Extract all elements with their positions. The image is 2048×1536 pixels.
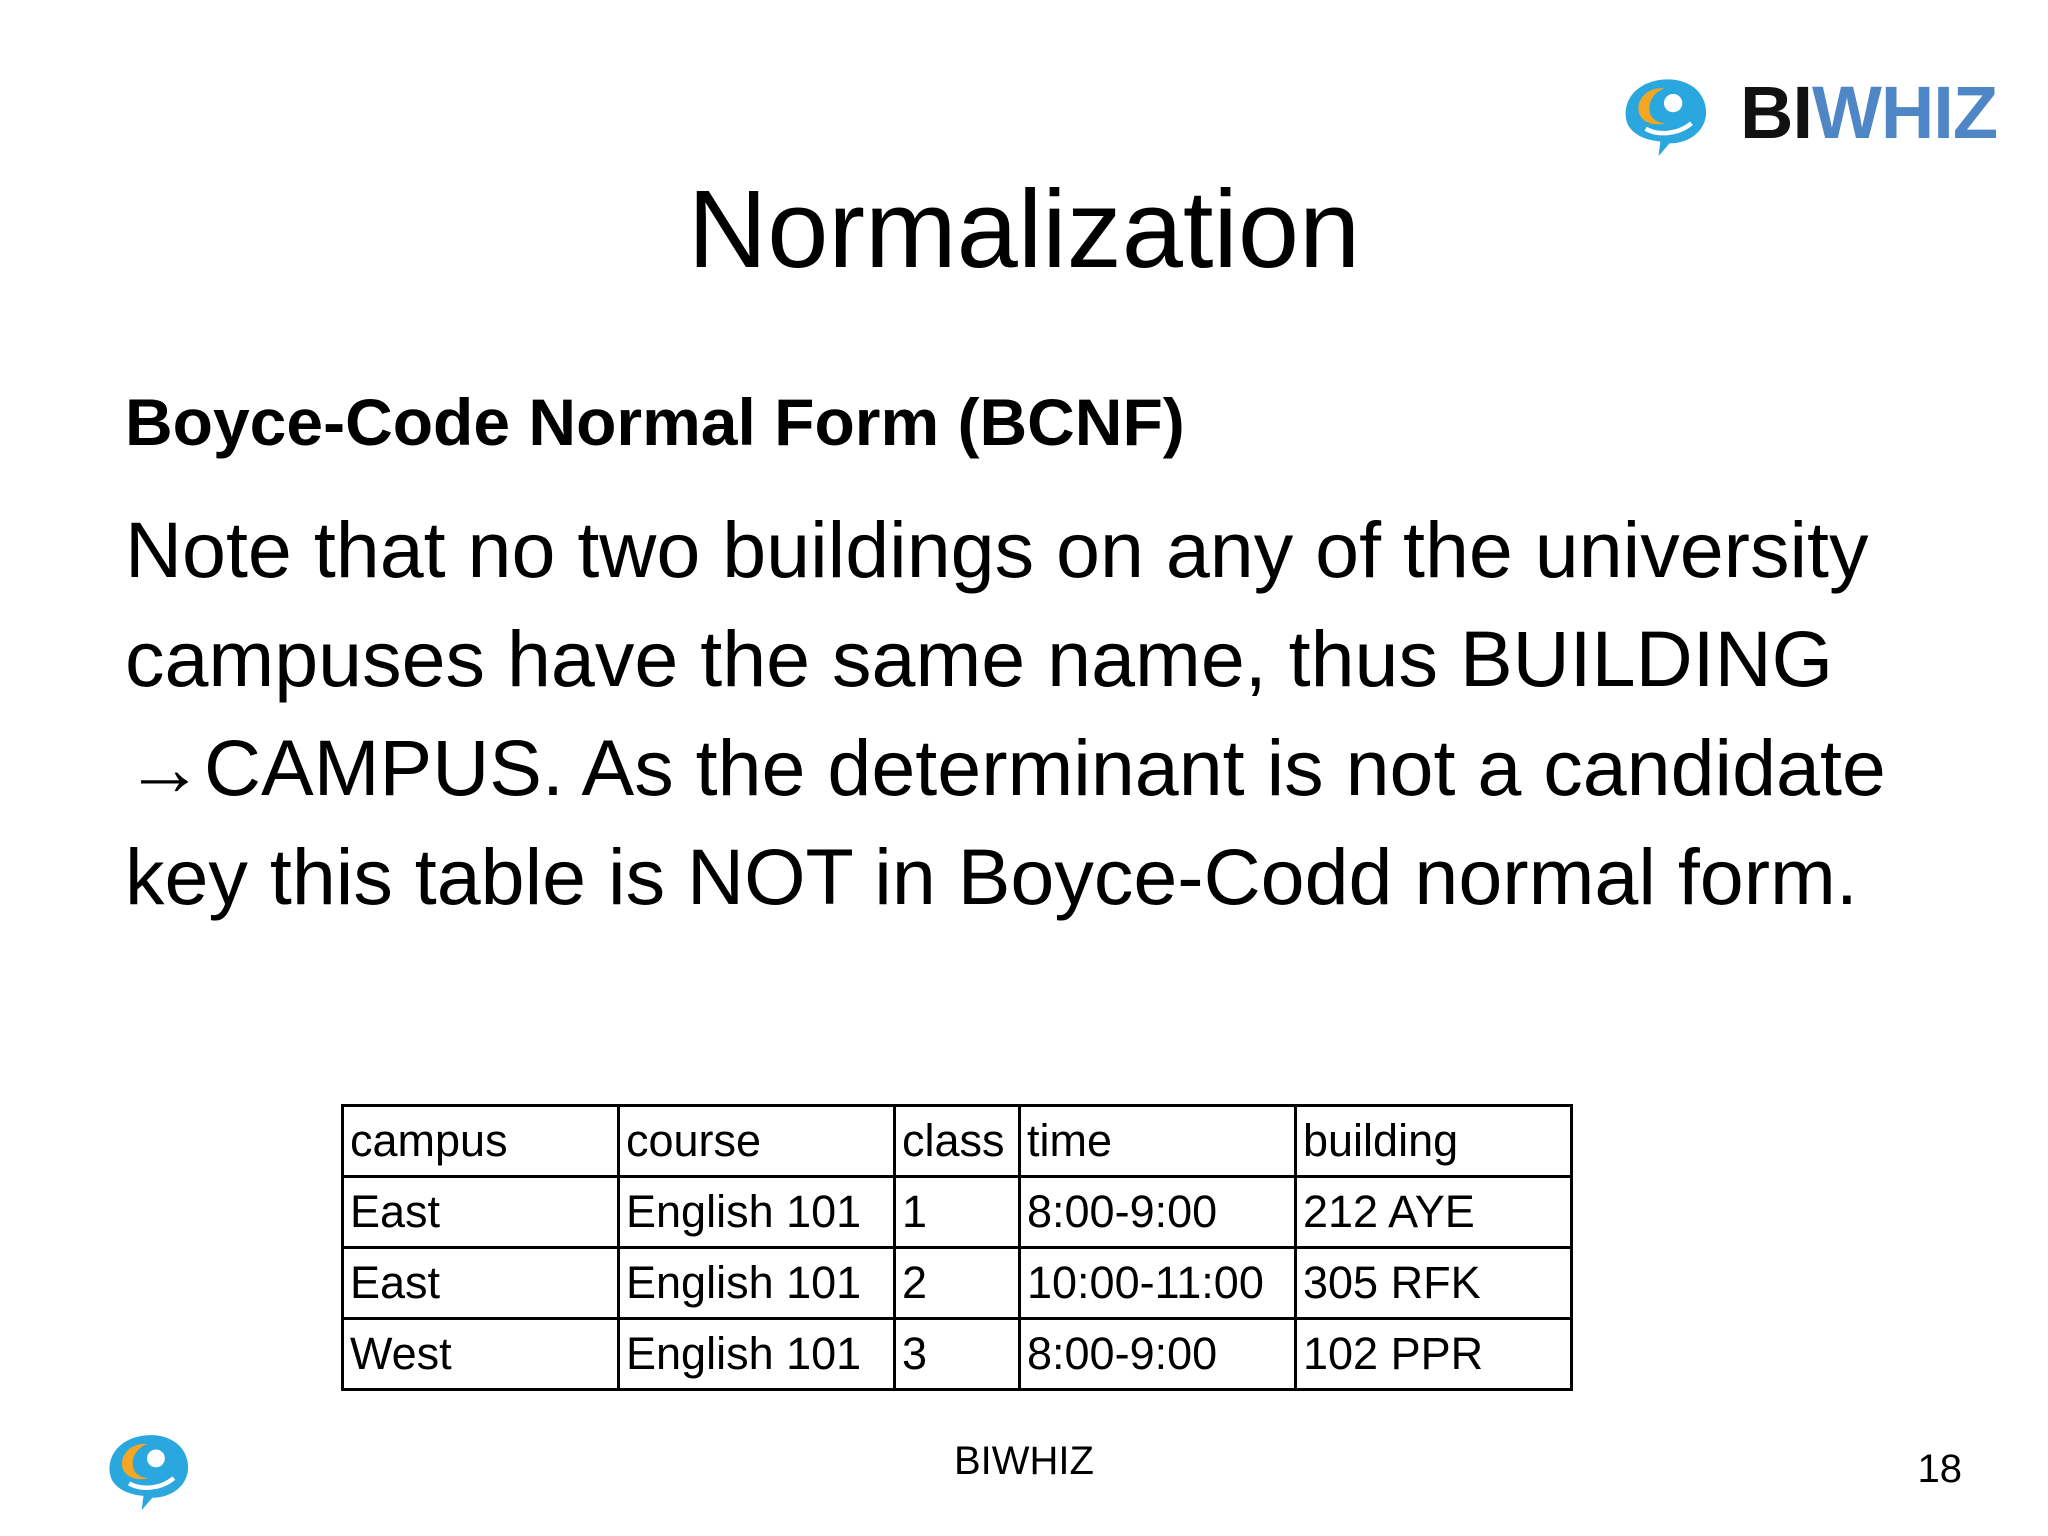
brand-wordmark bbox=[1740, 70, 1997, 156]
table-row bbox=[343, 1248, 1572, 1319]
table-cell: English 101 bbox=[619, 1177, 895, 1248]
table-cell: 8:00-9:00 bbox=[1020, 1177, 1296, 1248]
table-header-cell: course bbox=[619, 1106, 895, 1177]
table-cell: 2 bbox=[895, 1248, 1020, 1319]
page-number: 18 bbox=[1917, 1447, 1962, 1491]
biwhiz-logo-icon bbox=[1618, 72, 1710, 158]
table-row bbox=[343, 1319, 1572, 1390]
brand-whiz: WHIZ bbox=[1812, 71, 1998, 154]
table-cell: 102 PPR bbox=[1296, 1319, 1572, 1390]
table-cell: West bbox=[343, 1319, 619, 1390]
table-cell: East bbox=[343, 1177, 619, 1248]
table-cell: English 101 bbox=[619, 1319, 895, 1390]
schedule-table bbox=[341, 1104, 1573, 1391]
table-header-cell: time bbox=[1020, 1106, 1296, 1177]
brand-bi: BI bbox=[1740, 71, 1812, 154]
table-header-row bbox=[343, 1106, 1572, 1177]
table-cell: English 101 bbox=[619, 1248, 895, 1319]
table-header-cell: class bbox=[895, 1106, 1020, 1177]
footer-text: BIWHIZ bbox=[954, 1439, 1094, 1483]
table-cell: 305 RFK bbox=[1296, 1248, 1572, 1319]
table-cell: East bbox=[343, 1248, 619, 1319]
table-row bbox=[343, 1177, 1572, 1248]
table-cell: 10:00-11:00 bbox=[1020, 1248, 1296, 1319]
table-cell: 3 bbox=[895, 1319, 1020, 1390]
slide-body-text: Note that no two buildings on any of the university campuses have the same name, thus BUILDING →CAMPUS. As the determinant is not a candidate key this table is NOT in Boyce-Codd normal form. bbox=[125, 505, 1886, 921]
table-header-cell: campus bbox=[343, 1106, 619, 1177]
slide-title: Normalization bbox=[687, 168, 1361, 291]
table-header-cell: building bbox=[1296, 1106, 1572, 1177]
slide-subtitle: Boyce-Code Normal Form (BCNF) bbox=[125, 385, 1185, 459]
table-cell: 212 AYE bbox=[1296, 1177, 1572, 1248]
table-cell: 1 bbox=[895, 1177, 1020, 1248]
table-cell: 8:00-9:00 bbox=[1020, 1319, 1296, 1390]
